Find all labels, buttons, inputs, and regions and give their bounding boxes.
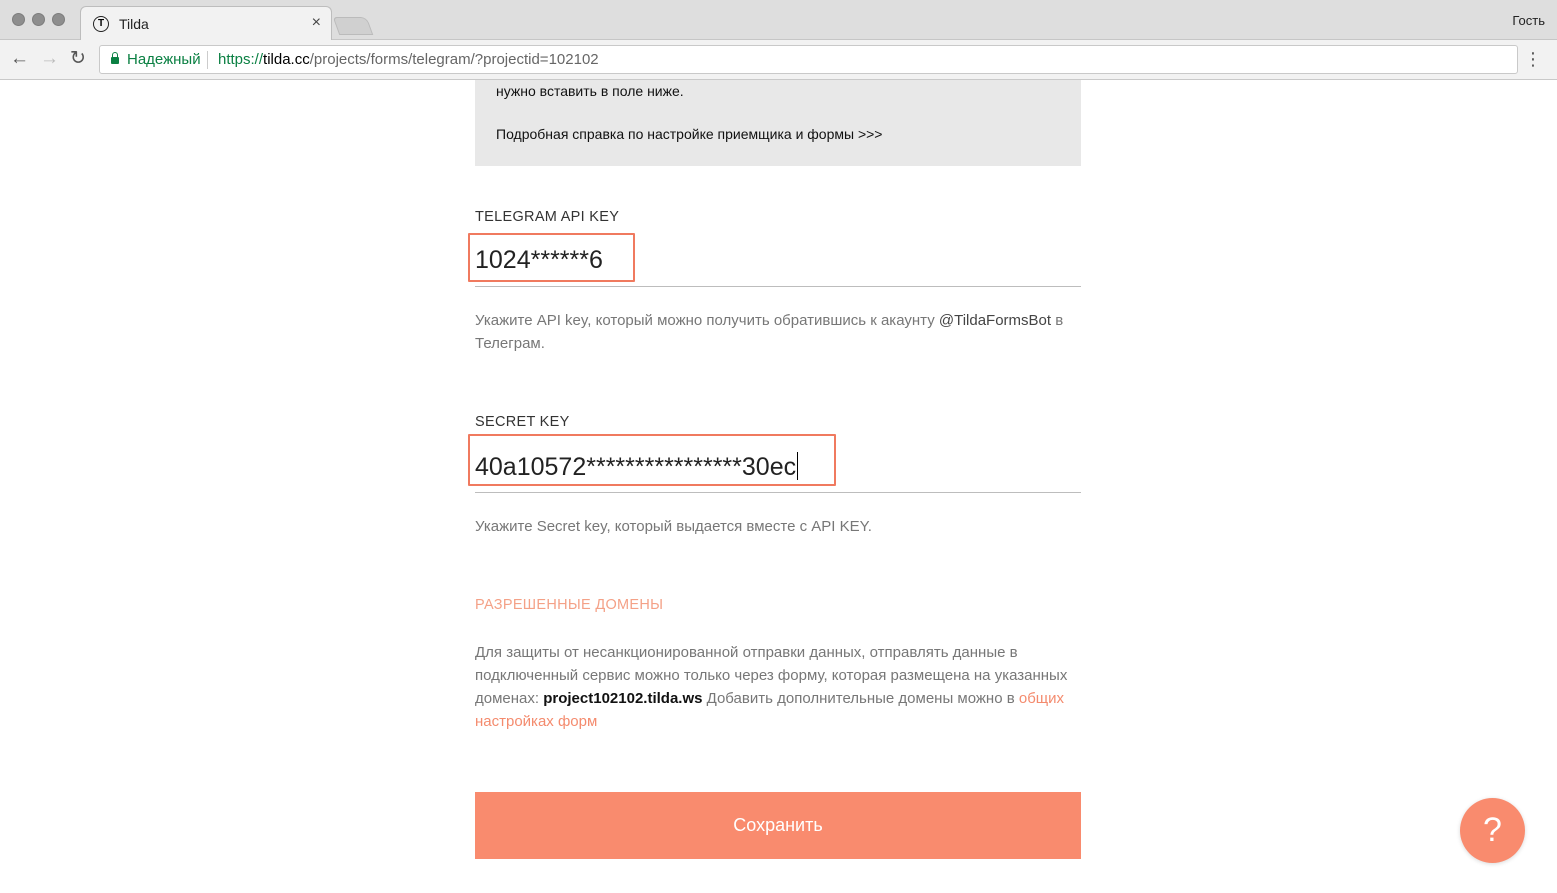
address-separator <box>207 51 208 69</box>
zoom-window-button[interactable] <box>52 13 65 26</box>
address-bar[interactable] <box>99 45 1518 74</box>
help-link[interactable]: Подробная справка по настройке приемщика и формы >>> <box>496 126 883 142</box>
api-key-hint-suffix: в Телеграм. <box>475 312 1064 352</box>
api-key-label: TELEGRAM API KEY <box>475 209 620 225</box>
project-domain: project102102.tilda.ws <box>543 690 703 707</box>
question-icon[interactable]: ? <box>1460 798 1525 863</box>
browser-toolbar <box>0 40 1557 80</box>
forward-arrow-icon[interactable]: → <box>40 48 59 69</box>
api-key-value: 1024******6 <box>475 246 603 274</box>
api-key-hint-text: Укажите API key, который можно получить обратившись к акаунту <box>475 312 939 329</box>
minimize-window-button[interactable] <box>32 13 45 26</box>
info-box <box>475 80 1081 166</box>
lock-icon <box>111 57 119 64</box>
close-window-button[interactable] <box>12 13 25 26</box>
api-key-hint <box>475 309 1081 355</box>
allowed-domains-text <box>475 641 1081 733</box>
domains-text-part2: Добавить дополнительные домены можно в <box>702 690 1019 707</box>
secure-label: Надежный <box>127 51 201 68</box>
reload-icon[interactable]: ↻ <box>70 48 86 69</box>
secret-key-text: 40a10572****************30ec <box>475 453 797 481</box>
url-text[interactable] <box>218 51 599 68</box>
secret-key-hint: Укажите Secret key, который выдается вместе с API KEY. <box>475 518 872 535</box>
telegram-bot-name: @TildaFormsBot <box>938 312 1052 329</box>
save-button[interactable]: Сохранить <box>475 792 1081 859</box>
tab-title: Tilda <box>119 16 149 32</box>
tab-close-icon[interactable]: × <box>311 14 321 31</box>
url-scheme: https:// <box>218 51 264 68</box>
form-settings-link[interactable]: общих настройках форм <box>475 690 1065 730</box>
secret-key-highlight <box>468 434 836 486</box>
tilda-favicon-icon: T <box>93 16 109 32</box>
browser-tab[interactable] <box>80 6 332 40</box>
secret-key-label: SECRET KEY <box>475 414 570 430</box>
info-text: нужно вставить в поле ниже. <box>496 83 684 99</box>
back-arrow-icon[interactable]: ← <box>10 48 29 69</box>
new-tab-button[interactable] <box>333 17 374 35</box>
browser-titlebar <box>0 0 1557 40</box>
browser-menu-icon[interactable]: ⋮ <box>1524 49 1542 69</box>
api-key-highlight <box>468 233 635 282</box>
allowed-domains-title: РАЗРЕШЕННЫЕ ДОМЕНЫ <box>475 597 664 613</box>
url-host: tilda.cc <box>263 51 310 68</box>
url-path: /projects/forms/telegram/?projectid=102102 <box>309 51 599 68</box>
guest-profile-label[interactable]: Гость <box>1512 13 1545 28</box>
domains-text-part1: Для защиты от несанкционированной отправки данных, отправлять данные в подключенный сервис можно только через форму, которая размещена на указанных доменах: <box>475 644 1068 707</box>
